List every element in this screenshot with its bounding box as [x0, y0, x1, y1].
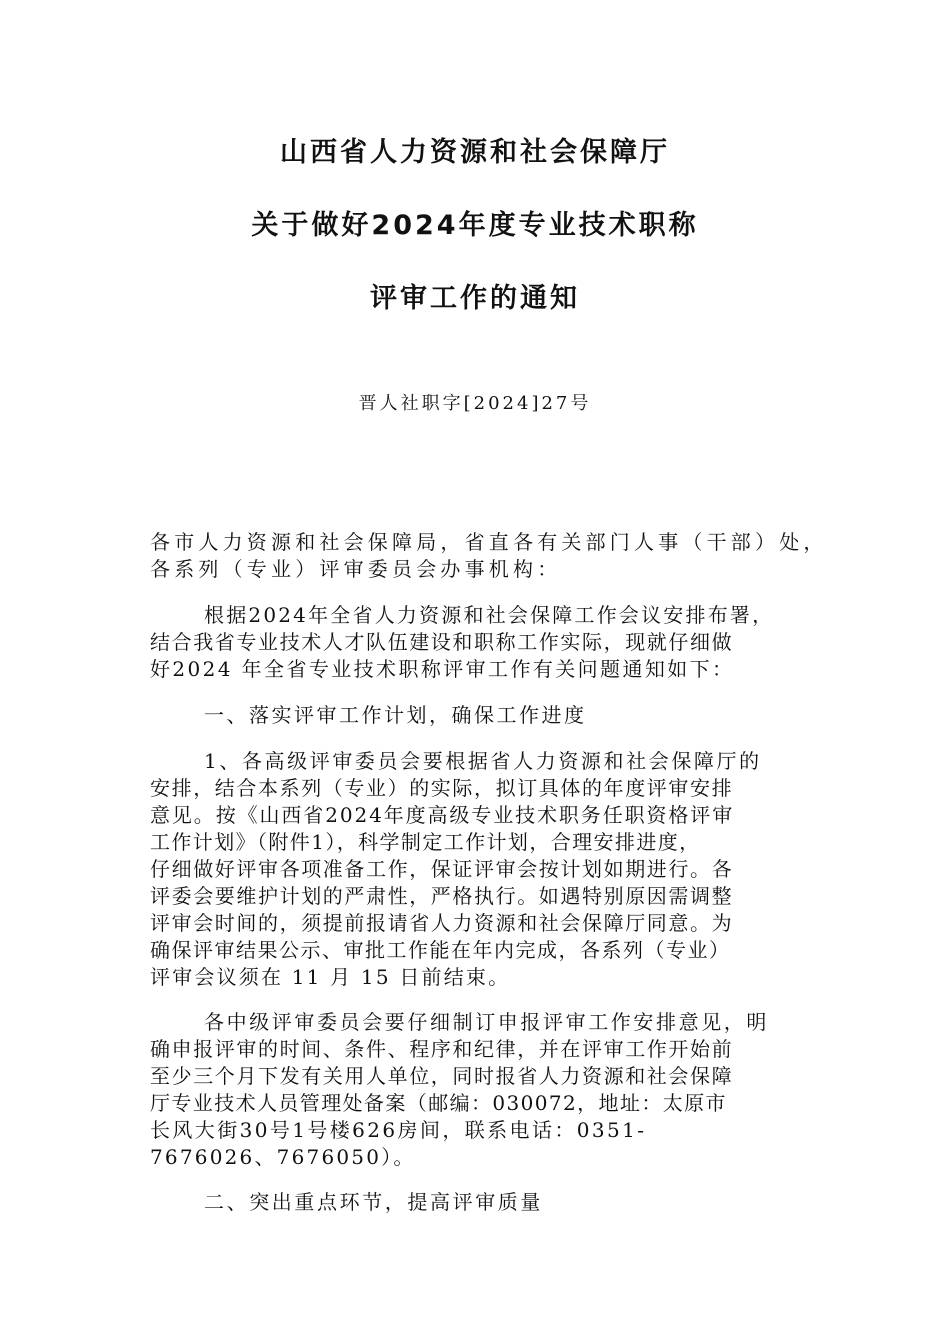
item-2-line-4: 厅专业技术人员管理处备案（邮编：030072，地址：太原市	[150, 1091, 727, 1115]
item-2-line-2: 确申报评审的时间、条件、程序和纪律，并在评审工作开始前	[150, 1037, 734, 1061]
document-number: 晋人社职字[2024]27号	[358, 393, 592, 414]
section-2-heading: 二、突出重点环节，提高评审质量	[204, 1190, 543, 1214]
salutation-line-1: 各市人力资源和社会保障局，省直各有关部门人事（干部）处，	[150, 530, 828, 554]
item-1-line-9: 评审会议须在 11 月 15 日前结束。	[150, 965, 511, 989]
item-1-line-6: 评委会要维护计划的严肃性，严格执行。如遇特别原因需调整	[150, 884, 734, 908]
item-1-line-4: 工作计划》（附件1），科学制定工作计划，合理安排进度，	[150, 830, 701, 854]
item-1-line-8: 确保评审结果公示、审批工作能在年内完成，各系列（专业）	[150, 938, 731, 962]
item-2-line-5: 长风大街30号1号楼626房间，联系电话：0351-	[150, 1118, 647, 1142]
salutation-line-2: 各系列（专业）评审委员会办事机构：	[150, 557, 562, 581]
item-1-line-5: 仔细做好评审各项准备工作，保证评审会按计划如期进行。各	[150, 857, 734, 881]
item-1-line-1: 1、各高级评审委员会要根据省人力资源和社会保障厅的	[204, 749, 762, 773]
title-line-1: 山西省人力资源和社会保障厅	[280, 137, 670, 168]
intro-line-1: 根据2024年全省人力资源和社会保障工作会议安排布署，	[204, 603, 775, 627]
item-1-line-2: 安排，结合本系列（专业）的实际，拟订具体的年度评审安排	[150, 776, 734, 800]
section-1-heading: 一、落实评审工作计划，确保工作进度	[204, 703, 587, 727]
item-2-line-6: 7676026、7676050）。	[150, 1145, 416, 1169]
item-2-line-3: 至少三个月下发有关用人单位，同时报省人力资源和社会保障	[150, 1064, 734, 1088]
item-2-line-1: 各中级评审委员会要仔细制订申报评审工作安排意见，明	[204, 1010, 769, 1034]
intro-line-3: 好2024 年全省专业技术职称评审工作有关问题通知如下：	[150, 657, 735, 681]
title-line-3: 评审工作的通知	[370, 283, 580, 314]
title-line-2: 关于做好2024年度专业技术职称	[251, 210, 699, 241]
item-1-line-3: 意见。按《山西省2024年度高级专业技术职务任职资格评审	[150, 803, 735, 827]
item-1-line-7: 评审会时间的，须提前报请省人力资源和社会保障厅同意。为	[150, 911, 734, 935]
intro-line-2: 结合我省专业技术人才队伍建设和职称工作实际，现就仔细做	[150, 630, 734, 654]
